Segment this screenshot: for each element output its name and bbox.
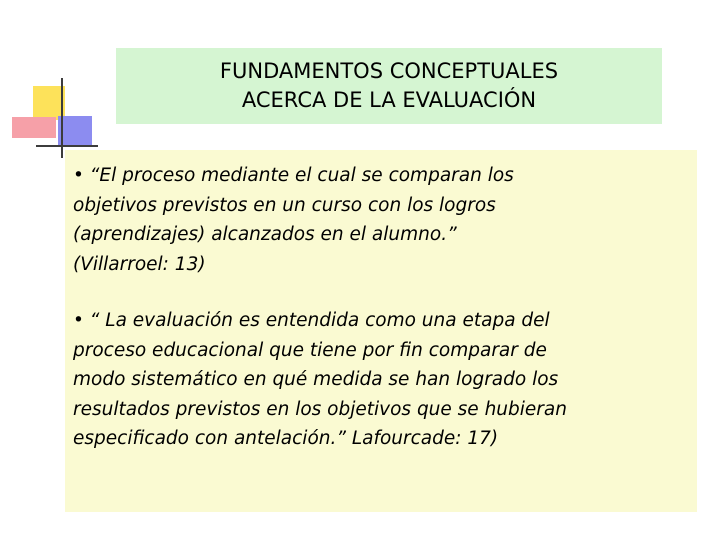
decor-horizontal-line bbox=[36, 145, 98, 147]
title-line-2: ACERCA DE LA EVALUACIÓN bbox=[241, 88, 537, 112]
content-box bbox=[65, 150, 697, 512]
decor-blue-square bbox=[58, 116, 92, 146]
quote-villarroel: • “El proceso mediante el cual se comparan los objetivos previstos en un curso con los logros (aprendizajes) alcanzados en el alumno.” (Villarroel: 13) bbox=[73, 165, 514, 275]
slide-title bbox=[116, 48, 662, 124]
decor-red-bar bbox=[12, 117, 56, 138]
quote-lafourcade: • “ La evaluación es entendida como una etapa del proceso educacional que tiene por fin comparar de modo sistemático en qué medida se han logrado los resultados previstos en los objetivos que se hubieran especificado con antelación.” Lafourcade: 17) bbox=[73, 310, 567, 449]
title-line-1: FUNDAMENTOS CONCEPTUALES bbox=[219, 59, 559, 83]
